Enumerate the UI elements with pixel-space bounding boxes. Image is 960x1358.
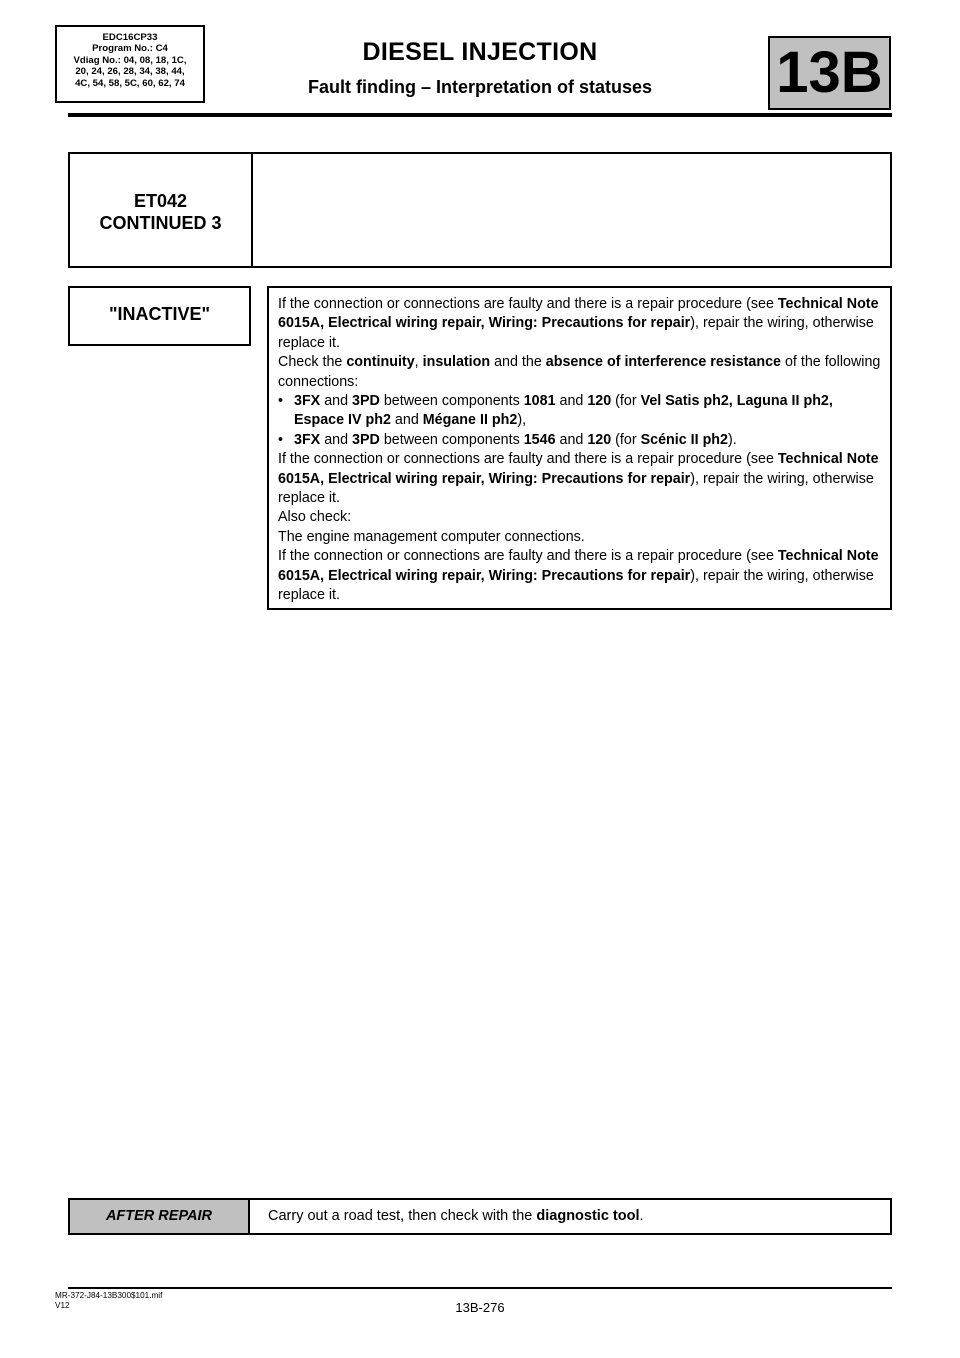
status-code-cell <box>68 152 253 268</box>
check-paragraph: Check the continuity, insulation and the absence of interference resistance of the following connections: <box>278 354 881 390</box>
connection-bullet: • 3FX and 3PD between components 1081 and 120 (for Vel Satis ph2, Laguna II ph2, Espace IV ph2 and Mégane II ph2), <box>278 392 882 431</box>
technical-note-ref: Technical Note 6015A, Electrical wiring repair, Wiring: Precautions for repair <box>278 451 879 487</box>
section-code-badge: 13B <box>768 36 891 110</box>
connection-bullet: • 3FX and 3PD between components 1546 and 120 (for Scénic II ph2). <box>278 431 882 450</box>
after-repair-label: AFTER REPAIR <box>68 1198 250 1235</box>
footer-file-info <box>55 1291 162 1310</box>
page-number: 13B-276 <box>455 1300 505 1315</box>
doc-version: V12 <box>55 1300 70 1310</box>
engine-check-line: The engine management computer connections. <box>278 528 585 545</box>
repair-paragraph: If the connection or connections are faulty and there is a repair procedure (see Technical Note 6015A, Electrical wiring repair, Wiring: Precautions for repair), repair the wiring, otherwise replace it. <box>278 296 879 351</box>
status-label-cell: "INACTIVE" <box>68 286 251 346</box>
ecu-line: 20, 24, 26, 28, 34, 38, 44, <box>75 66 185 78</box>
page-title: DIESEL INJECTION <box>362 38 598 66</box>
bullet-icon: • <box>278 393 284 410</box>
status-code: ET042 <box>133 191 188 211</box>
technical-note-ref: Technical Note 6015A, Electrical wiring repair, Wiring: Precautions for repair <box>278 548 879 584</box>
source-file: MR-372-J84-13B300$101.mif <box>55 1291 163 1300</box>
page-subtitle: Fault finding – Interpretation of statuses <box>307 77 653 97</box>
also-check-line: Also check: <box>278 509 352 526</box>
status-instructions <box>267 286 892 610</box>
repair-paragraph: If the connection or connections are faulty and there is a repair procedure (see Technical Note 6015A, Electrical wiring repair, Wiring: Precautions for repair), repair the wiring, otherwise replace it. <box>278 548 879 604</box>
bullet-icon: • <box>278 431 284 448</box>
header-divider <box>68 113 892 117</box>
status-continued: CONTINUED 3 <box>99 213 222 233</box>
status-code-empty-cell <box>251 152 892 268</box>
ecu-line: 4C, 54, 58, 5C, 60, 62, 74 <box>75 77 185 89</box>
technical-note-ref: Technical Note 6015A, Electrical wiring repair, Wiring: Precautions for repair <box>278 296 879 332</box>
footer-divider <box>68 1287 892 1289</box>
ecu-line: Vdiag No.: 04, 08, 18, 1C, <box>73 54 187 66</box>
vehicle-applicability-box <box>55 25 205 103</box>
ecu-line: EDC16CP33 <box>102 32 158 43</box>
repair-paragraph: If the connection or connections are faulty and there is a repair procedure (see Technical Note 6015A, Electrical wiring repair, Wiring: Precautions for repair), repair the wiring, otherwise replace it. <box>278 451 879 507</box>
ecu-line: Program No.: C4 <box>92 43 168 55</box>
after-repair-instructions: Carry out a road test, then check with the diagnostic tool. <box>248 1198 892 1235</box>
